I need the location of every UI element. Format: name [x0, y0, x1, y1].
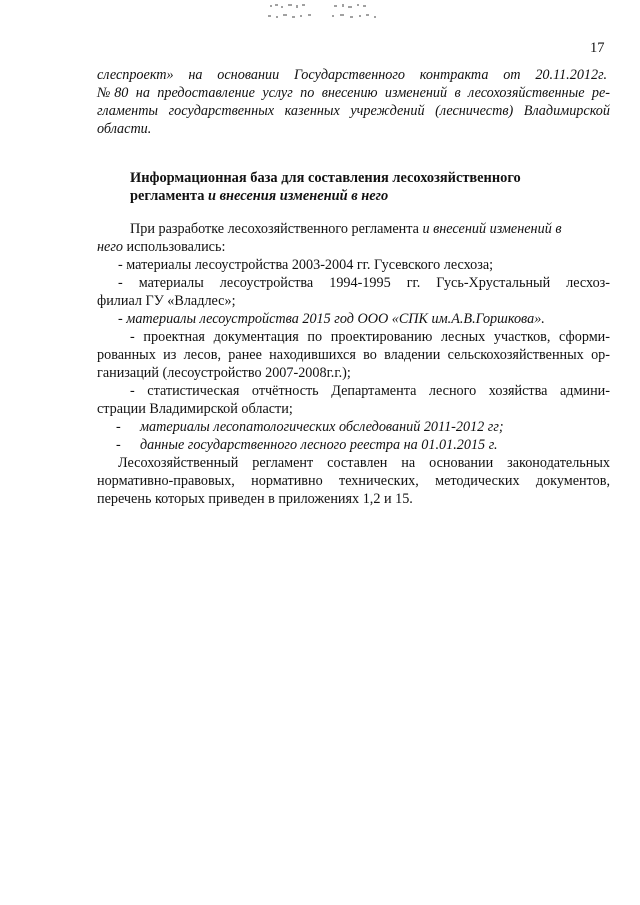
source-item-7-dash: - — [116, 437, 121, 453]
body-p1-line-1 — [130, 220, 562, 238]
intro-line-2: №80 на предоставление услуг по внесению изменений в лесохозяйственные ре- — [97, 85, 610, 101]
source-item-6-text: материалы лесопатологических обследований 2011-2012 гг; — [140, 419, 504, 435]
source-item-2-line-2: филиал ГУ «Владлес»; — [97, 293, 236, 309]
source-item-6-dash: - — [116, 419, 121, 435]
source-item-5-line-1: - статистическая отчётность Департамента лесного хозяйства админи- — [130, 383, 610, 399]
body-p1-line-1-normal: При разработке лесохозяйственного регламента — [130, 221, 423, 237]
intro-line-3: гламенты государственных казенных учреждений (лесничеств) Владимирской — [97, 103, 610, 119]
source-item-3-dash: - — [118, 311, 127, 327]
closing-line-3: перечень которых приведен в приложениях 1,2 и 15. — [97, 491, 413, 507]
body-p1-line-1-italic: и внесений изменений в — [422, 221, 562, 237]
body-p1-line-2-italic: него — [97, 239, 123, 255]
page-number: 17 — [590, 40, 605, 56]
source-item-7-text: данные государственного лесного реестра на 01.01.2015 г. — [140, 437, 498, 453]
scan-stamp-mark — [262, 2, 384, 24]
body-p1-line-2 — [97, 238, 225, 256]
source-item-2-line-1: - материалы лесоустройства 1994-1995 гг. Гусь-Хрустальный лесхоз- — [118, 275, 610, 291]
closing-line-2: нормативно-правовых, нормативно технических, методических документов, — [97, 473, 610, 489]
heading-line-1: Информационная база для составления лесохозяйственного — [130, 170, 521, 186]
heading-line-2-bold: регламента — [130, 188, 208, 204]
source-item-5-line-2: страции Владимирской области; — [97, 401, 293, 417]
heading-line-2 — [130, 187, 388, 205]
source-item-1: - материалы лесоустройства 2003-2004 гг. Гусевского лесхоза; — [118, 257, 494, 273]
closing-line-1: Лесохозяйственный регламент составлен на основании законодательных — [118, 455, 610, 471]
body-p1-line-2-normal: использовались: — [122, 239, 226, 255]
source-item-3-text: материалы лесоустройства 2015 год ООО «СПК им.А.В.Горшкова». — [126, 311, 545, 327]
heading-line-2-italic: и внесения изменений в него — [207, 188, 389, 204]
intro-line-4: области. — [97, 121, 152, 137]
source-item-4-line-3: ганизаций (лесоустройство 2007-2008г.г.); — [97, 365, 351, 381]
source-item-4-line-2: рованных из лесов, ранее находившихся во владении сельскохозяйственных ор- — [97, 347, 610, 363]
intro-line-1: слеспроект» на основании Государственного контракта от 20.11.2012г. — [97, 67, 607, 83]
source-item-4-line-1: - проектная документация по проектированию лесных участков, сформи- — [130, 329, 610, 345]
source-item-3 — [118, 310, 545, 328]
